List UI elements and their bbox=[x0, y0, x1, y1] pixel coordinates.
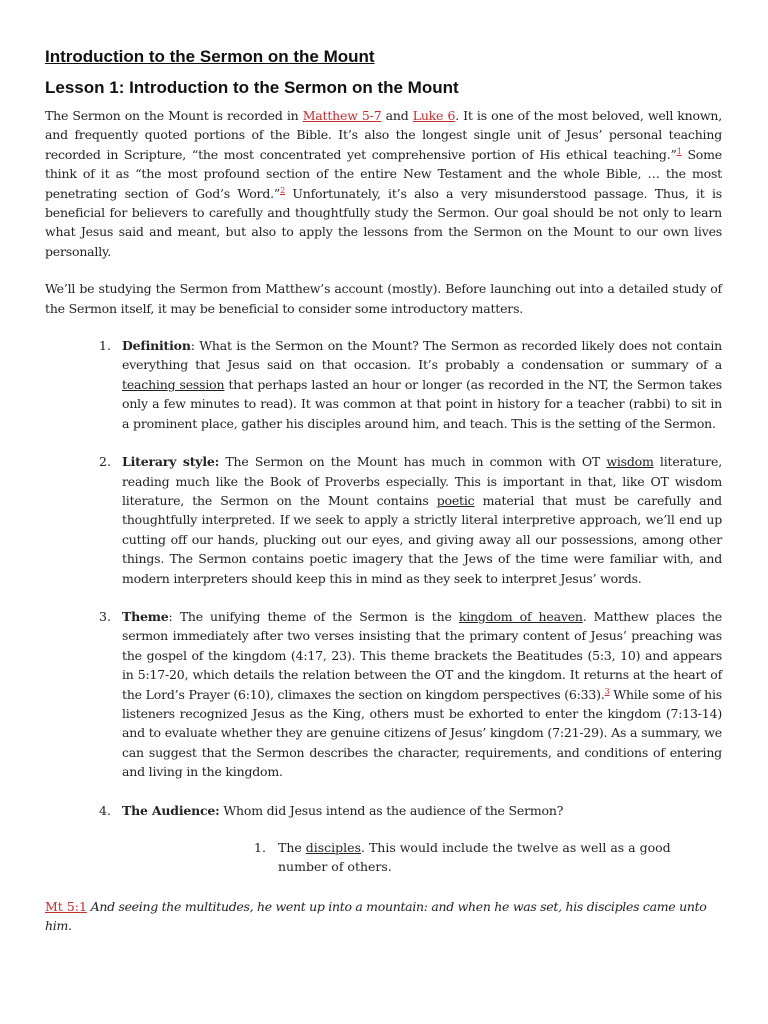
footnote-link[interactable]: 2 bbox=[280, 185, 285, 195]
text-run: : What is the Sermon on the Mount? The Sermon as recorded likely does not contain everything that Jesus said on that occasion. It’s probably a condensation or summary of a bbox=[122, 338, 722, 373]
list-item-text bbox=[122, 452, 722, 588]
text-run: : The unifying theme of the Sermon is the bbox=[168, 608, 459, 624]
text-run: The Sermon on the Mount has much in common with OT bbox=[219, 454, 607, 470]
text-run: literature, reading much like the Book of Proverbs especially. This is important in that, like OT wisdom literature, the Sermon on the Mount contains bbox=[122, 454, 722, 508]
list-item-definition bbox=[45, 336, 722, 433]
text-run: Unfortunately, it’s also a very misunderstood passage. Thus, it is beneficial for believers to carefully and thoughtfully study the Sermon. Our goal should be not only to learn what Jesus said and meant, but also to apply the lessons from the Sermon on the Mount to our own lives personally. bbox=[45, 185, 722, 259]
scripture-link-matthew[interactable]: Matthew 5-7 bbox=[302, 108, 382, 123]
sub-list-item-disciples bbox=[122, 838, 722, 877]
lesson-heading: Lesson 1: Introduction to the Sermon on the Mount bbox=[45, 78, 459, 97]
scripture-link-luke[interactable]: Luke 6 bbox=[412, 108, 456, 123]
text-run: While some of his listeners recognized Jesus as the King, others must be exhorted to enter the kingdom (7:13-14) and to evaluate whether they are genuine citizens of Jesus’ kingdom (7:21-29). As a summary, we can suggest that the Sermon describes the character, requirements, and conditions of entering and living in the kingdom. bbox=[122, 686, 722, 780]
list-item-text bbox=[122, 336, 722, 433]
verse-text: And seeing the multitudes, he went up into a mountain: and when he was set, his disciples came unto him. bbox=[45, 898, 707, 934]
scripture-quote bbox=[45, 897, 722, 936]
text-run: that perhaps lasted an hour or longer (as recorded in the NT, the Sermon takes only a few minutes to read). It was common at that point in history for a teacher (rabbi) to sit in a prominent place, gather his disciples around him, and teach. This is the setting of the Sermon. bbox=[122, 376, 723, 431]
underlined-term: teaching session bbox=[122, 376, 225, 392]
underlined-term: poetic bbox=[436, 492, 475, 508]
text-run: The bbox=[278, 840, 306, 855]
underlined-term: disciples bbox=[305, 840, 361, 855]
document-title: Introduction to the Sermon on the Mount bbox=[45, 47, 375, 66]
item-label: Definition bbox=[122, 338, 191, 354]
item-label: Literary style: bbox=[122, 454, 220, 470]
text-run: . Matthew places the sermon immediately after two verses insisting that the primary content of Jesus’ preaching was the gospel of the kingdom (4:17, 23). This theme brackets the Beatitudes (5:3, 10) and appears in 5:17-20, which details the relation between the OT and the kingdom. It returns at the heart of the Lord’s Prayer (6:10), climaxes the section on kingdom perspectives (6:33). bbox=[122, 608, 722, 702]
study-paragraph: We’ll be studying the Sermon from Matthew’s account (mostly). Before launching out into a detailed study of the Sermon itself, it may be beneficial to consider some introductory matters. bbox=[45, 281, 722, 316]
item-label: Theme bbox=[122, 608, 169, 624]
footnote-link[interactable]: 3 bbox=[604, 686, 610, 696]
scripture-link-mt-5-1[interactable]: Mt 5:1 bbox=[45, 898, 87, 914]
list-number: 1. bbox=[254, 840, 266, 855]
list-number: 3. bbox=[99, 608, 111, 624]
list-number: 2. bbox=[99, 454, 111, 470]
underlined-term: wisdom bbox=[606, 454, 654, 470]
intro-paragraph bbox=[45, 106, 722, 261]
text-run: The Sermon on the Mount is recorded in bbox=[45, 108, 303, 123]
topic-list bbox=[45, 336, 722, 877]
list-item-literary-style bbox=[45, 452, 722, 588]
footnote-link[interactable]: 1 bbox=[676, 146, 682, 156]
list-item-theme bbox=[45, 607, 722, 782]
text-run: Some think of it as “the most profound section of the entire New Testament and the whole Bible, … the most penetrating section of God’s Word.” bbox=[45, 146, 722, 201]
list-item-audience bbox=[45, 801, 722, 877]
item-label: The Audience: bbox=[122, 802, 220, 818]
list-item-text bbox=[122, 801, 722, 820]
text-run: material that must be carefully and thoughtfully interpreted. If we seek to apply a strictly literal interpretive approach, we’ll end up cutting off our hands, plucking out our eyes, and giving away all our possessions, among other things. The Sermon contains poetic imagery that the Jews of the time were familiar with, and modern interpreters should keep this in mind as they seek to interpret Jesus’ words. bbox=[122, 492, 722, 586]
text-run: and bbox=[381, 108, 413, 123]
text-run: Whom did Jesus intend as the audience of the Sermon? bbox=[219, 802, 564, 818]
text-run: . It is one of the most beloved, well known, and frequently quoted portions of the Bible. It’s also the longest single unit of Jesus’ personal teaching recorded in Scripture, “the most concentrated yet comprehensive portion of His ethical teaching.” bbox=[45, 108, 722, 162]
text-run: . This would include the twelve as well as a good number of others. bbox=[278, 840, 671, 875]
list-number: 1. bbox=[99, 338, 111, 354]
list-number: 4. bbox=[99, 802, 111, 818]
list-item-text bbox=[122, 607, 722, 782]
underlined-term: kingdom of heaven bbox=[458, 608, 583, 624]
document-page bbox=[45, 0, 722, 936]
